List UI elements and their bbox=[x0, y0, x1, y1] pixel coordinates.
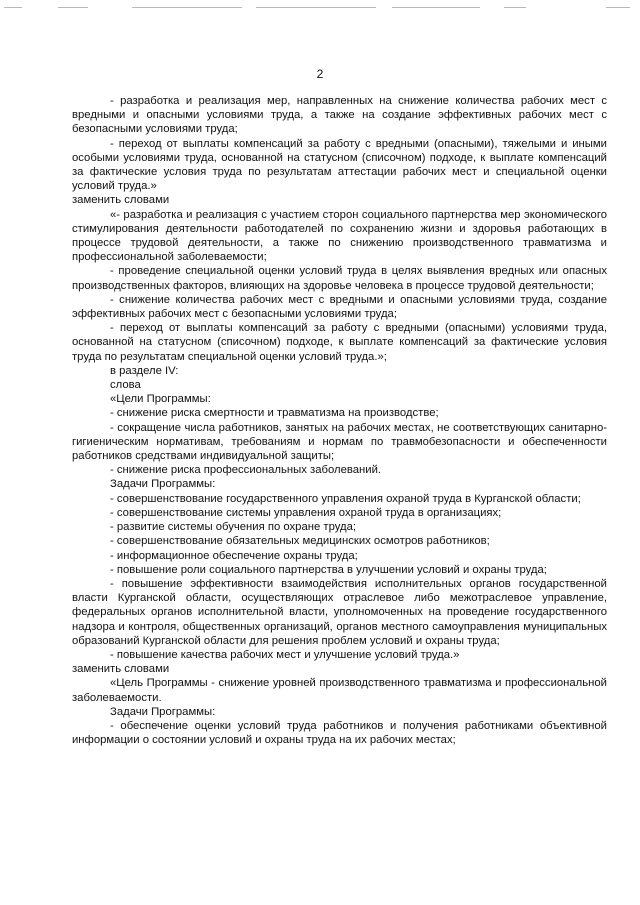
scan-mark bbox=[256, 7, 376, 8]
document-paragraph: в разделе IV: bbox=[110, 364, 179, 377]
document-paragraph: - повышение эффективности взаимодействия исполнительных органов государственной власти Курганской области, осуществляющих отраслевое либо межотраслевое управление, федеральных органов исполнительной власти, уполномоченных на проведение государственного надзора и контроля, общественных организаций, органов местного самоуправления муниципальных образований Курганской области для решения проблем условий и охраны труда; bbox=[72, 577, 607, 647]
scan-mark bbox=[58, 7, 88, 8]
document-paragraph: «- разработка и реализация с участием сторон социального партнерства мер экономического стимулирования деятельности работодателей по сохранению жизни и здоровья работающих в процессе трудовой деятельности, а также по снижению производственного травматизма и профессиональной заболеваемости; bbox=[72, 208, 607, 264]
document-paragraph: «Цели Программы: bbox=[110, 393, 211, 406]
document-paragraph: - совершенствование обязательных медицинских осмотров работников; bbox=[110, 535, 490, 548]
scan-header-strip bbox=[0, 0, 640, 14]
document-paragraph: - сокращение числа работников, занятых на рабочих местах, не соответствующих санитарно-гигиеническим нормативам, требованиям и нормам по травмобезопасности и обеспеченности работников средствами индивидуальной защиты; bbox=[72, 421, 607, 463]
document-paragraph: - проведение специальной оценки условий труда в целях выявления вредных или опасных производственных факторов, влияющих на здоровье человека в процессе трудовой деятельности; bbox=[72, 265, 607, 292]
scan-mark bbox=[4, 7, 22, 8]
scan-mark bbox=[504, 7, 526, 8]
document-paragraph: Задачи Программы: bbox=[110, 705, 216, 718]
document-paragraph: Задачи Программы: bbox=[110, 478, 216, 491]
document-paragraph: - повышение качества рабочих мест и улучшение условий труда.» bbox=[110, 648, 460, 661]
document-paragraph: - снижение риска смертности и травматизма на производстве; bbox=[110, 407, 439, 420]
document-paragraph: - совершенствование системы управления охраной труда в организациях; bbox=[110, 506, 502, 519]
document-paragraph: - развитие системы обучения по охране труда; bbox=[110, 521, 357, 534]
scan-mark bbox=[132, 7, 242, 8]
document-paragraph: - совершенствование государственного управления охраной труда в Курганской области; bbox=[110, 492, 581, 505]
document-paragraph: - снижение риска профессиональных заболеваний. bbox=[110, 464, 382, 477]
scan-mark bbox=[392, 7, 480, 8]
scan-mark bbox=[606, 7, 630, 8]
document-paragraph: слова bbox=[110, 379, 141, 392]
document-paragraph: - снижение количества рабочих мест с вредными и опасными условиями труда, создание эффективных рабочих мест с безопасными условиями труда; bbox=[72, 293, 607, 321]
document-paragraph: заменить словами bbox=[72, 194, 170, 207]
document-paragraph: заменить словами bbox=[72, 663, 170, 676]
document-paragraph: - информационное обеспечение охраны труда; bbox=[110, 549, 358, 562]
document-paragraph: «Цель Программы - снижение уровней производственного травматизма и профессиональной заболеваемости. bbox=[72, 677, 607, 704]
document-body bbox=[72, 94, 607, 747]
document-paragraph: - разработка и реализация мер, направленных на снижение количества рабочих мест с вредными и опасными условиями труда, а также на создание эффективных рабочих мест с безопасными условиями труда; bbox=[72, 95, 607, 136]
document-paragraph: - обеспечение оценки условий труда работников и получения работниками объективной информации о состоянии условий и охраны труда на их рабочих местах; bbox=[72, 719, 607, 747]
document-paragraph: - переход от выплаты компенсаций за работу с вредными (опасными) условиями труда, основанной на статусном (списочном) подходе, к выплате компенсаций за фактические условия труда по результатам специальной оценки условий труда.»; bbox=[72, 322, 607, 363]
document-paragraph: - повышение роли социального партнерства в улучшении условий и охраны труда; bbox=[110, 563, 547, 576]
page-number: 2 bbox=[316, 67, 324, 81]
document-paragraph: - переход от выплаты компенсаций за работу с вредными (опасными), тяжелыми и иными особыми условиями труда, основанной на статусном (списочном) подходе, к выплате компенсаций за фактические условия труда по результатам аттестации рабочих мест и специальной оценки условий труда.» bbox=[72, 137, 607, 193]
